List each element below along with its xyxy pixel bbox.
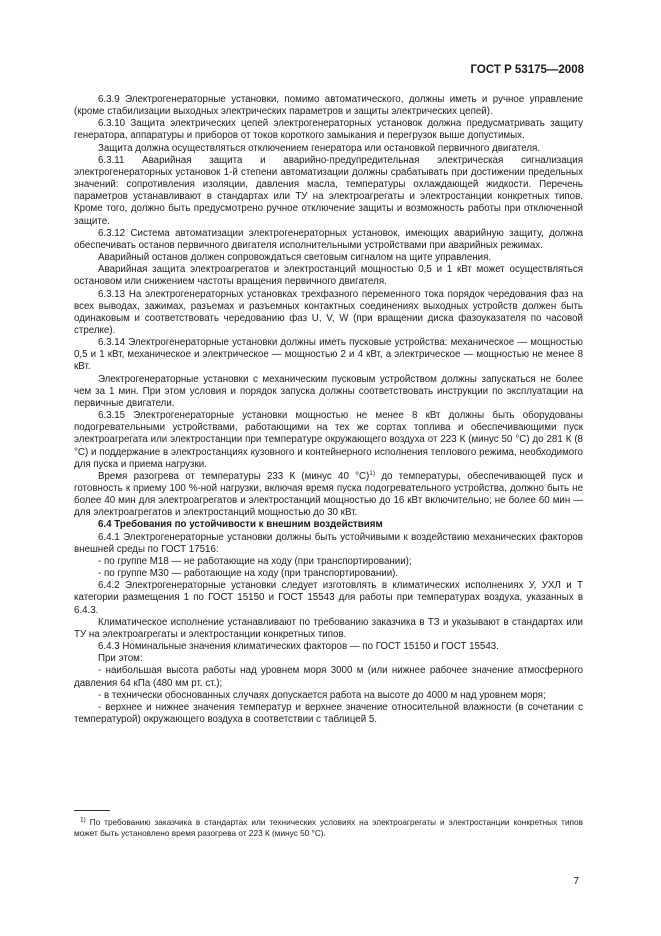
footnote xyxy=(74,817,583,839)
paragraph: 6.4.1 Электрогенераторные установки должны быть устойчивыми к воздействию механических факторов внешней среды по ГОСТ 17516: xyxy=(74,531,583,555)
paragraph: 6.4.2 Электрогенераторные установки следует изготовлять в климатических исполнениях У, УХЛ и Т категории размещения 1 по ГОСТ 15150 и ГОСТ 15543 для работы при температурах воздуха, указанных в 6.4.3. xyxy=(74,580,583,616)
paragraph: Климатическое исполнение устанавливают по требованию заказчика в ТЗ и указывают в стандартах или ТУ на электроагрегаты и электростанции конкретных типов. xyxy=(74,616,583,640)
paragraph: Аварийная защита электроагрегатов и электростанций мощностью 0,5 и 1 кВт может осуществляться остановом или снижением частоты вращения первичного двигателя. xyxy=(74,264,583,288)
paragraph: 6.3.12 Система автоматизации электрогенераторных установок, имеющих аварийную защиту, должна обеспечивать останов первичного двигателя исполнительными устройствами при аварийных режимах. xyxy=(74,227,583,251)
paragraph: 6.3.10 Защита электрических цепей электрогенераторных установок должна предусматривать защиту генератора, аппаратуры и приборов от токов короткого замыкания и перегрузок выше допустимых. xyxy=(74,118,583,142)
paragraph: Аварийный останов должен сопровождаться световым сигналом на щите управления. xyxy=(98,252,492,264)
footnote-reference[interactable]: 1) xyxy=(369,469,376,477)
paragraph-text-tail: до температуры, обеспечивающей пуск и готовность к приему 100 %-ной нагрузки, включая время пуска подогревательного устройства, должно быть не более 40 мин для электроагрегатов и электростанций мощностью до 16 кВт включительно; не более 60 мин — для электроагрегатов и электростанций мощностью до 30 кВт. xyxy=(74,470,583,519)
paragraph-with-footnote xyxy=(74,471,583,520)
paragraph: 6.4.3 Номинальные значения климатических факторов — по ГОСТ 15150 и ГОСТ 15543. xyxy=(98,641,499,653)
list-item: - по группе М30 — работающие на ходу (при транспортировании). xyxy=(98,568,399,580)
list-item: - наибольшая высота работы над уровнем моря 3000 м (или нижнее рабочее значение атмосферного давления 64 кПа (480 мм рт. ст.); xyxy=(74,665,583,689)
paragraph: 6.3.9 Электрогенераторные установки, помимо автоматического, должны иметь и ручное управление (кроме стабилизации выходных электрических параметров и защиты электрических цепей). xyxy=(74,94,583,118)
list-item: - верхнее и нижнее значения температур и верхнее значение относительной влажности (в сочетании с температурой) окружающего воздуха в соответствии с таблицей 5. xyxy=(74,701,583,725)
paragraph: 6.3.15 Электрогенераторные установки мощностью не менее 8 кВт должны быть оборудованы подогревательными устройствами, работающими на тех же сортах топлива и обеспечивающими пуск электроагрегата или электростанции при температуре окружающего воздуха от 223 К (минус 50 °С) до 281 К (8 °С) и поддержание в электростанциях кузовного и контейнерного исполнения теплового режима, необходимого для пуска и приема нагрузки. xyxy=(74,410,583,470)
paragraph: Защита должна осуществляться отключением генератора или остановкой первичного двигателя. xyxy=(98,142,541,154)
list-item: - в технически обоснованных случаях допускается работа на высоте до 4000 м над уровнем моря; xyxy=(98,689,546,701)
paragraph: Электрогенераторные установки с механическим пусковым устройством должны запускаться не более чем за 1 мин. При этом условия и порядок запуска должны соответствовать инструкции по эксплуатации на первичные двигатели. xyxy=(74,373,583,409)
paragraph-text: Время разогрева от температуры 233 К (минус 40 °С) xyxy=(98,470,370,482)
paragraph: 6.3.13 На электрогенераторных установках трехфазного переменного тока порядок чередования фаз на всех выводах, зажимах, разъемах и разъемных контактных соединениях выходных устройств должен быть одинаковым и соответствовать чередованию фаз U, V, W (при вращении диска фазоуказателя по часовой стрелке). xyxy=(74,288,583,336)
footnote-divider xyxy=(74,810,110,811)
paragraph: При этом: xyxy=(98,653,143,665)
footnote-text: По требованию заказчика в стандартах или технических условиях на электроагрегаты и электростанции конкретных типов может быть установлено время разогрева от 223 К (минус 50 °С). xyxy=(74,818,583,838)
body-text xyxy=(74,94,583,726)
document-header: ГОСТ Р 53175—2008 xyxy=(470,64,584,76)
paragraph: 6.3.11 Аварийная защита и аварийно-предупредительная электрическая сигнализация электрогенераторных установок 1-й степени автоматизации должны срабатывать при достижении предельных значений: сопротивления изоляции, давления масла, температуры охлаждающей жидкости. Перечень параметров устанавливают в стандартах или ТУ на электроагрегаты и электростанции конкретных типов. Кроме того, должно быть предусмотрено ручное отключение защиты и возможность работы при отключенной защите. xyxy=(74,154,583,227)
list-item: - по группе М18 — не работающие на ходу (при транспортировании); xyxy=(98,555,412,567)
footnote-mark: 1) xyxy=(80,816,86,824)
paragraph: 6.3.14 Электрогенераторные установки должны иметь пусковые устройства: механическое — мощностью 0,5 и 1 кВт, механическое и электрическое — мощностью 2 и 4 кВт, а электрическое — мощностью не менее 8 кВт. xyxy=(74,337,583,373)
page-number: 7 xyxy=(573,876,579,887)
section-heading: 6.4 Требования по устойчивости к внешним воздействиям xyxy=(98,519,383,531)
